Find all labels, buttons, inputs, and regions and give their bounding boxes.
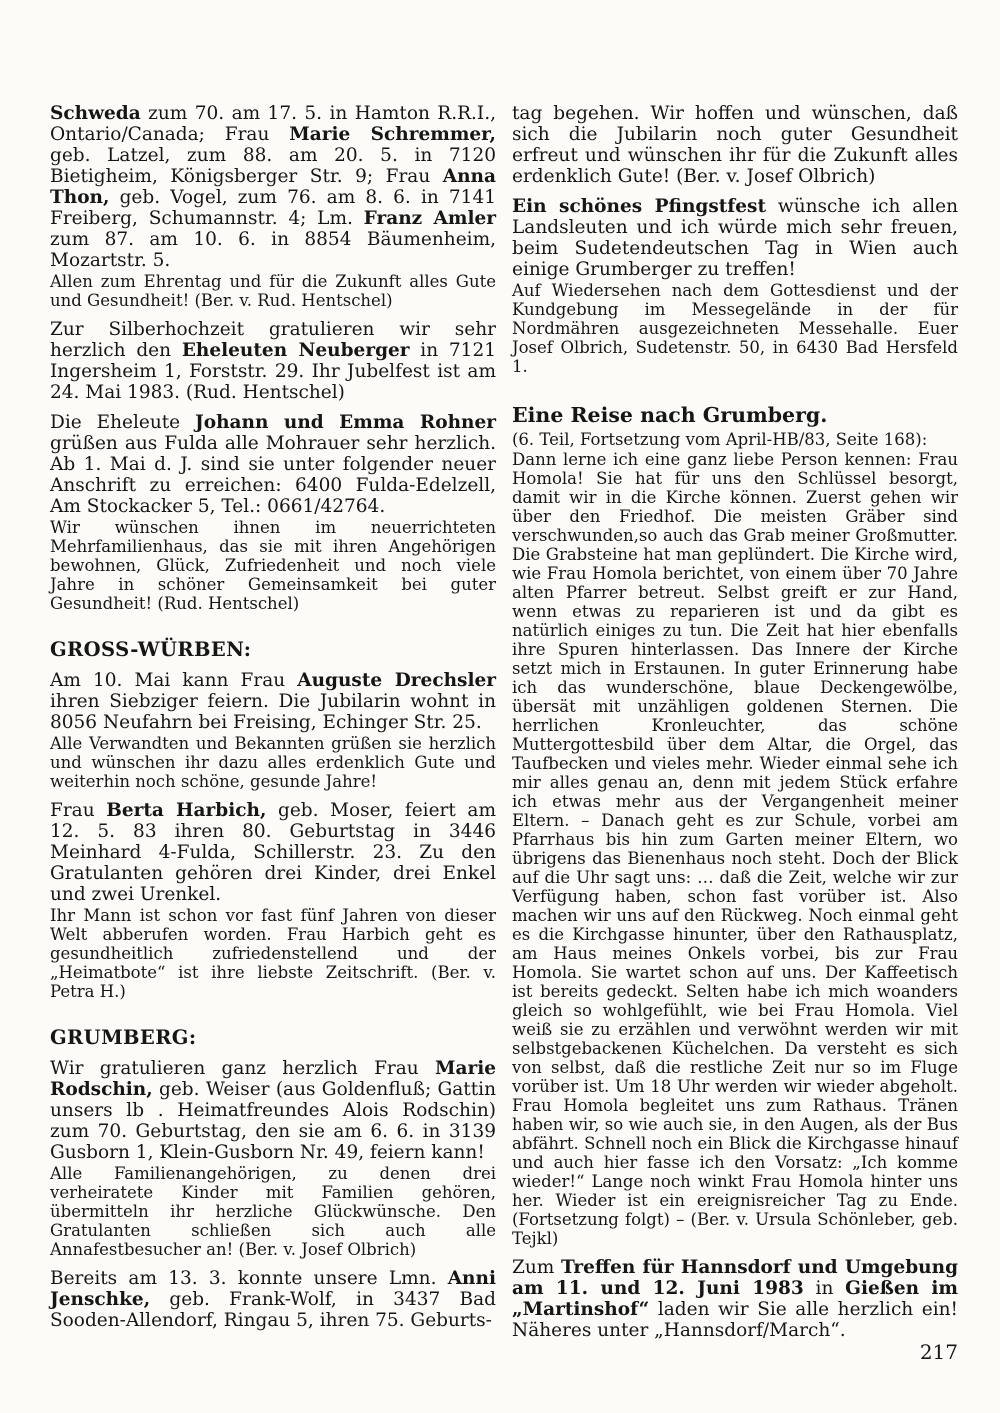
paragraph: [50, 518, 496, 613]
paragraph: [50, 670, 496, 733]
text-run: geb. Weiser (aus Goldenfluß; Gattin unsers lb . Heimatfreundes Alois Rodschin) zum 70. Geburtstag, den sie am 6. 6. in 3139 Gusborn 1, Klein-Gusborn Nr. 49, feiern kann!: [50, 1079, 496, 1163]
paragraph: [50, 319, 496, 403]
bold-text-run: Marie Schremmer,: [289, 124, 497, 145]
bold-text-run: Johann und Emma Rohner: [195, 412, 496, 433]
text-run: zum 70. am 17. 5. in Hamton R.R.I., Ontario/Canada; Frau: [50, 103, 496, 145]
bold-text-run: Auguste Drechsler: [297, 670, 496, 691]
text-run: Zum: [512, 1257, 561, 1278]
bold-text-run: Gießen im „Martinshof“: [512, 1278, 959, 1320]
text-run: Wir gratulieren ganz herzlich Frau: [50, 1058, 435, 1079]
text-run: Dann lerne ich eine ganz liebe Person kennen: Frau Homola! Sie hat für uns den Schlüssel besorgt, damit wir in die Kirche können. Zuerst gehen wir über den Friedhof. Die meisten Gräber sind verschwunden,so auch das Grab meiner Großmutter. Die Grabsteine hat man geplündert. Die Kirche wird, wie Frau Homola berichtet, von einem über 70 Jahre alten Pfarrer betreut. Selbst greift er zur Hand, wenn etwas zu reparieren ist und da gibt es natürlich einiges zu tun. Die Zeit hat hier ebenfalls ihre Spuren hinterlassen. Das Innere der Kirche setzt mich in Erstaunen. In guter Erinnerung habe ich das wunderschöne, blaue Deckengewölbe, übersät mit unzähligen goldenen Sternen. Die herrlichen Kronleuchter, das schöne Muttergottesbild über dem Altar, die Orgel, das Taufbecken und vieles mehr. Wieder einmal sehe ich mir alles genau an, denn mit jedem Stück erfahre ich etwas mehr aus der Vergangenheit meiner Eltern. – Danach geht es zur Schule, vorbei am Pfarrhaus bis hin zum Garten meiner Eltern, wo übrigens das Bienenhaus noch steht. Doch der Blick auf die Uhr sagt uns: … daß die Zeit, welche wir zur Verfügung haben, schon fast vorüber ist. Also machen wir uns auf den Rückweg. Noch einmal geht es die Kirchgasse hinunter, über den Rathausplatz, am Haus meines Onkels vorbei, bis zur Frau Homola. Sie wartet schon auf uns. Der Kaffeetisch ist bereits gedeckt. Selten habe ich mich woanders gleich so wohlgefühlt, wie bei Frau Homola. Viel weiß sie zu erzählen und verwöhnt werden wir mit selbstgebackenen Küchelchen. Da versteht es sich von selbst, daß die restliche Zeit nur so im Fluge vorüber ist. Um 18 Uhr werden wir wieder abgeholt. Frau Homola begleitet uns zum Rathaus. Tränen haben wir, so wie auch sie, in den Augen, als der Bus abfährt. Schnell noch ein Blick die Kirchgasse hinauf und auch hier fasse ich den Vorsatz: „Ich komme wieder!“ Lange noch winkt Frau Homola hinter uns her. Wieder ist ein ereignisreicher Tag zu Ende. (Fortsetzung folgt) – (Ber. v. Ursula Schönleber, geb. Tejkl): [512, 450, 958, 1248]
text-run: in: [803, 1278, 846, 1299]
paragraph: [50, 1268, 496, 1331]
section-heading: [50, 1027, 496, 1049]
text-run: Ihr Mann ist schon vor fast fünf Jahren von dieser Welt abberufen worden. Frau Harbich geht es gesundheitlich zufriedenstellend und der „Heimatbote“ ist ihre liebste Zeitschrift. (Ber. v. Petra H.): [50, 906, 496, 1001]
section-heading: [512, 404, 958, 427]
left-column: [50, 103, 496, 1331]
paragraph: [50, 800, 496, 905]
text-run: (6. Teil, Fortsetzung vom April-HB/83, Seite 168):: [512, 430, 928, 449]
text-run: ihren Siebziger feiern. Die Jubilarin wohnt in 8056 Neufahrn bei Freising, Echinger Str. 25.: [50, 691, 496, 733]
bold-text-run: Schweda: [50, 103, 141, 124]
text-run: Frau: [50, 800, 107, 821]
right-column: [512, 103, 958, 1363]
text-run: Auf Wiedersehen nach dem Gottesdienst und der Kundgebung im Messegelände in der für Nordmähren ausgezeichneten Messehalle. Euer Josef Olbrich, Sudetenstr. 50, in 6430 Bad Hersfeld 1.: [512, 281, 958, 376]
text-run: geb. Latzel, zum 88. am 20. 5. in 7120 Bietigheim, Königsberger Str. 9; Frau: [50, 145, 496, 187]
text-run: geb. Moser, feiert am 12. 5. 83 ihren 80. Geburtstag in 3446 Meinhard 4-Fulda, Schillerstr. 23. Zu den Gratulanten gehören drei Kinder, drei Enkel und zwei Urenkel.: [50, 800, 496, 905]
text-run: tag begehen. Wir hoffen und wünschen, daß sich die Jubilarin noch guter Gesundheit erfreut und wünschen ihr für die Zukunft alles erdenklich Gute! (Ber. v. Josef Olbrich): [512, 103, 958, 187]
paragraph: [50, 1058, 496, 1163]
text-run: Alle Familienangehörigen, zu denen drei verheiratete Kinder mit Familien gehören, übermitteln ihr herzliche Glückwünsche. Den Gratulanten schließen sich auch alle Annafestbesucher an! (Ber. v. Josef Olbrich): [50, 1164, 496, 1259]
text-run: Bereits am 13. 3. konnte unsere Lmn.: [50, 1268, 448, 1289]
text-run: Alle Verwandten und Bekannten grüßen sie herzlich und wünschen ihr dazu alles erdenklich Gute und weiterhin noch schöne, gesunde Jahre!: [50, 734, 496, 791]
text-run: Am 10. Mai kann Frau: [50, 670, 298, 691]
paragraph: [512, 1257, 958, 1341]
paragraph: [512, 281, 958, 376]
text-run: Die Eheleute: [50, 412, 196, 433]
bold-text-run: Marie Rodschin,: [50, 1058, 496, 1100]
text-run: geb. Frank-Wolf, in 3437 Bad Sooden-Allendorf, Ringau 5, ihren 75. Geburts-: [50, 1289, 496, 1331]
bold-text-run: Ein schönes Pfingstfest: [512, 196, 766, 217]
bold-text-run: Anna Thon,: [50, 166, 496, 208]
bold-text-run: Treffen für Hannsdorf und Umgebung am 11. und 12. Juni 1983: [512, 1257, 958, 1299]
text-run: geb. Vogel, zum 76. am 8. 6. in 7141 Freiberg, Schumannstr. 4; Lm.: [50, 187, 496, 229]
paragraph: [50, 272, 496, 310]
paragraph: [512, 196, 958, 280]
text-run: Allen zum Ehrentag und für die Zukunft alles Gute und Gesundheit! (Ber. v. Rud. Hentschel): [50, 272, 496, 310]
paragraph: [50, 734, 496, 791]
paragraph: [50, 1164, 496, 1259]
text-run: zum 87. am 10. 6. in 8854 Bäumenheim, Mozartstr. 5.: [50, 229, 496, 271]
section-heading: [50, 639, 496, 661]
text-run: wünsche ich allen Landsleuten und ich würde mich sehr freuen, beim Sudetendeutschen Tag in Wien auch einige Grumberger zu treffen!: [512, 196, 958, 280]
paragraph: [512, 103, 958, 187]
bold-text-run: Eheleuten Neuberger: [181, 340, 410, 361]
text-run: Wir wünschen ihnen im neuerrichteten Mehrfamilienhaus, das sie mit ihren Angehörigen bewohnen, Glück, Zufriedenheit und noch viele Jahre in schöner Gemeinsamkeit bei guter Gesundheit! (Rud. Hentschel): [50, 518, 496, 613]
text-run: in 7121 Ingersheim 1, Forststr. 29. Ihr Jubelfest ist am 24. Mai 1983. (Rud. Hentschel): [50, 340, 496, 403]
text-run: Zur Silberhochzeit gratulieren wir sehr herzlich den: [50, 319, 496, 361]
paragraph: [512, 430, 958, 449]
page-number: 217: [919, 1340, 958, 1364]
bold-text-run: Berta Harbich,: [106, 800, 267, 821]
paragraph: [50, 412, 496, 517]
text-run: grüßen aus Fulda alle Mohrauer sehr herzlich. Ab 1. Mai d. J. sind sie unter folgender neuer Anschrift zu erreichen: 6400 Fulda-Edelzell, Am Stockacker 5, Tel.: 0661/42764.: [50, 433, 496, 517]
bold-text-run: Anni Jenschke,: [50, 1268, 496, 1310]
text-run: GROSS-WÜRBEN:: [50, 638, 252, 661]
paragraph: [50, 906, 496, 1001]
text-run: laden wir Sie alle herzlich ein! Näheres unter „Hannsdorf/March“.: [512, 1299, 958, 1341]
paragraph: [50, 103, 496, 271]
paragraph: [512, 450, 958, 1248]
bold-text-run: Franz Amler: [363, 208, 496, 229]
text-run: GRUMBERG:: [50, 1026, 197, 1049]
text-run: Eine Reise nach Grumberg.: [512, 403, 828, 427]
